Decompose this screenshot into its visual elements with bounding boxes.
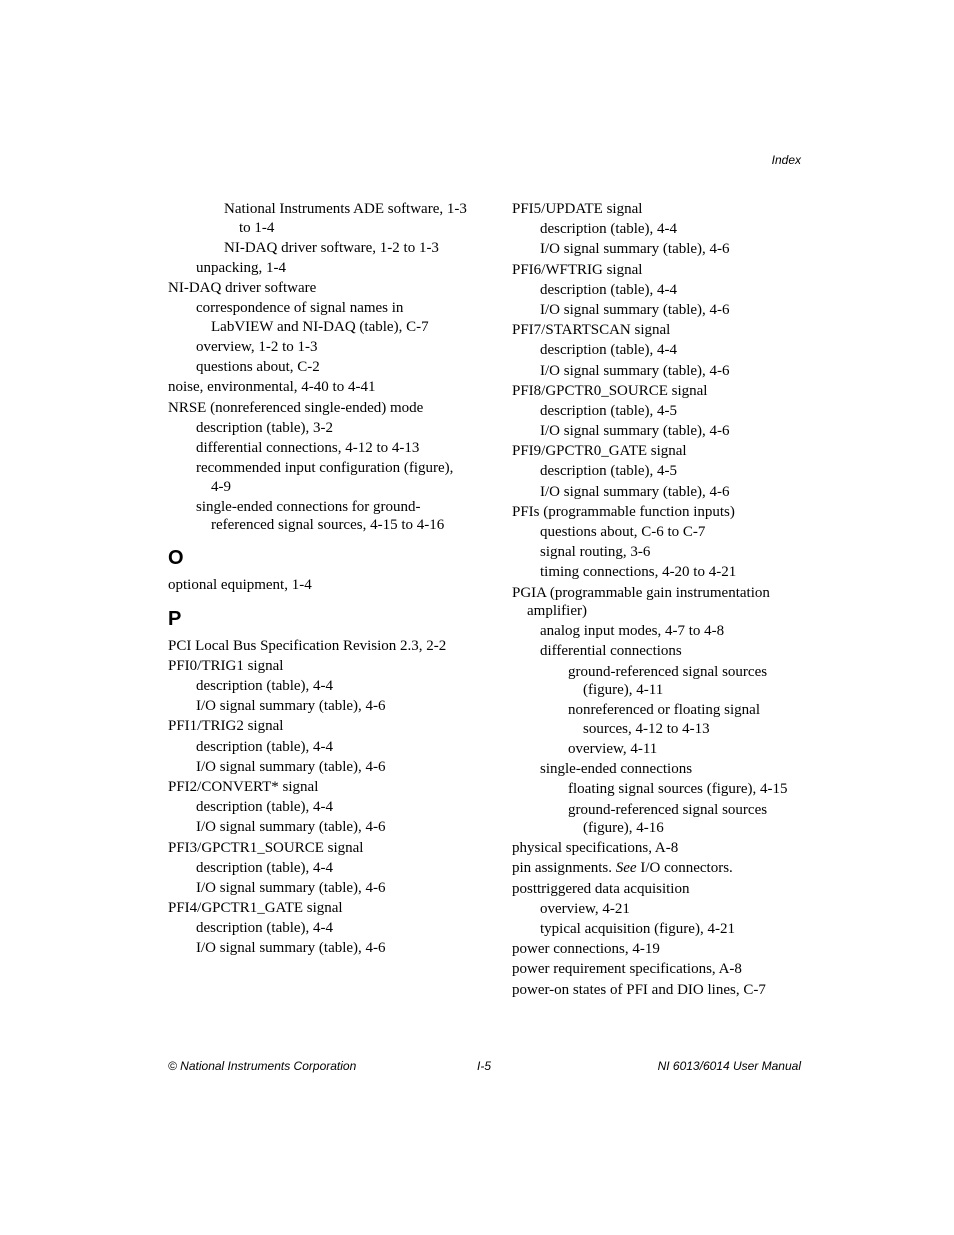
index-entry: power-on states of PFI and DIO lines, C-7 [512, 981, 766, 998]
see-reference: See [615, 860, 637, 877]
index-entry: PFI2/CONVERT* signal [168, 778, 319, 795]
index-subentry: ground-referenced signal sources (figure), 4-11 [568, 663, 768, 699]
index-subentry: description (table), 4-5 [540, 402, 678, 419]
index-entry: PFI8/GPCTR0_SOURCE signal [512, 382, 708, 399]
index-entry: PFI0/TRIG1 signal [168, 657, 284, 674]
index-entry: NI-DAQ driver software [168, 280, 317, 297]
index-subentry: correspondence of signal names in LabVIEW and NI-DAQ (table), C-7 [196, 300, 429, 335]
index-subentry: questions about, C-2 [196, 359, 320, 376]
index-entry: PFI5/UPDATE signal [512, 201, 643, 217]
index-entry: PCI Local Bus Specification Revision 2.3, 2-2 [168, 637, 447, 654]
index-entry: PFI4/GPCTR1_GATE signal [168, 900, 343, 917]
index-subentry: description (table), 3-2 [196, 419, 334, 436]
index-subentry: I/O signal summary (table), 4-6 [540, 301, 730, 318]
index-subentry: description (table), 4-5 [540, 463, 678, 480]
index-entry: power connections, 4-19 [512, 941, 660, 958]
index-entry: posttriggered data acquisition [512, 880, 690, 897]
footer-copyright: © National Instruments Corporation [168, 1059, 357, 1073]
entry-text: I/O connectors. [636, 860, 733, 877]
index-subentry: I/O signal summary (table), 4-6 [196, 758, 386, 775]
index-subentry: I/O signal summary (table), 4-6 [196, 698, 386, 715]
entry-text: pin assignments. [512, 860, 616, 877]
index-subentry: I/O signal summary (table), 4-6 [540, 362, 730, 379]
index-subentry: overview, 4-21 [540, 900, 630, 917]
running-header: Index [771, 153, 801, 167]
index-subentry: recommended input configuration (figure), 4-9 [196, 460, 454, 495]
index-subentry: floating signal sources (figure), 4-15 [568, 781, 788, 798]
index-entry: NRSE (nonreferenced single-ended) mode [168, 399, 424, 416]
footer-manual-title: NI 6013/6014 User Manual [657, 1059, 801, 1073]
index-entry: PFI1/TRIG2 signal [168, 718, 284, 735]
index-entry: PGIA (programmable gain instrumentation amplifier) [512, 584, 770, 620]
index-subentry: description (table), 4-4 [540, 281, 678, 298]
index-entry: physical specifications, A-8 [512, 840, 679, 857]
index-subentry: timing connections, 4-20 to 4-21 [540, 564, 737, 581]
section-spacer [168, 536, 468, 546]
section-spacer [168, 597, 468, 607]
index-subentry: NI-DAQ driver software, 1-2 to 1-3 [224, 239, 439, 256]
index-entry: PFI6/WFTRIG signal [512, 261, 643, 278]
index-subentry: description (table), 4-4 [196, 859, 334, 876]
index-subentry: I/O signal summary (table), 4-6 [540, 423, 730, 440]
index-column-right [512, 200, 812, 1001]
index-subentry: single-ended connections for ground-referenced signal sources, 4-15 to 4-16 [196, 498, 445, 534]
index-subentry: overview, 4-11 [568, 741, 658, 757]
index-column-left [168, 200, 468, 960]
index-subentry: unpacking, 1-4 [196, 259, 286, 276]
index-subentry: ground-referenced signal sources (figure), 4-16 [568, 801, 768, 837]
index-subentry: I/O signal summary (table), 4-6 [540, 241, 730, 258]
index-subentry: differential connections [540, 643, 682, 660]
index-entry: power requirement specifications, A-8 [512, 961, 742, 978]
index-subentry: signal routing, 3-6 [540, 544, 651, 561]
index-entry: PFI3/GPCTR1_SOURCE signal [168, 839, 364, 856]
index-subentry: nonreferenced or floating signal sources, 4-12 to 4-13 [568, 702, 761, 737]
footer-page-number: I-5 [477, 1059, 492, 1073]
index-entry: PFI9/GPCTR0_GATE signal [512, 443, 687, 460]
index-subentry: I/O signal summary (table), 4-6 [196, 940, 386, 957]
index-subentry: I/O signal summary (table), 4-6 [540, 483, 730, 500]
index-subentry: National Instruments ADE software, 1-3 to 1-4 [224, 201, 467, 236]
index-subentry: I/O signal summary (table), 4-6 [196, 879, 386, 896]
index-section-letter: P [168, 607, 182, 630]
index-entry [512, 859, 812, 878]
index-subentry: I/O signal summary (table), 4-6 [196, 819, 386, 836]
index-subentry: typical acquisition (figure), 4-21 [540, 921, 735, 937]
index-subentry: description (table), 4-4 [540, 342, 678, 359]
index-subentry: differential connections, 4-12 to 4-13 [196, 439, 420, 456]
index-subentry: description (table), 4-4 [196, 678, 334, 694]
index-entry: PFI7/STARTSCAN signal [512, 322, 671, 339]
index-entry: PFIs (programmable function inputs) [512, 503, 735, 520]
index-subentry: description (table), 4-4 [196, 920, 334, 937]
index-entry: optional equipment, 1-4 [168, 577, 312, 594]
index-section-letter: O [168, 547, 184, 570]
index-subentry: description (table), 4-4 [540, 221, 678, 238]
index-subentry: overview, 1-2 to 1-3 [196, 338, 318, 355]
index-subentry: description (table), 4-4 [196, 738, 334, 755]
index-entry: noise, environmental, 4-40 to 4-41 [168, 379, 376, 396]
index-subentry: description (table), 4-4 [196, 799, 334, 816]
index-subentry: analog input modes, 4-7 to 4-8 [540, 623, 725, 640]
index-subentry: single-ended connections [540, 761, 693, 778]
index-subentry: questions about, C-6 to C-7 [540, 524, 706, 540]
